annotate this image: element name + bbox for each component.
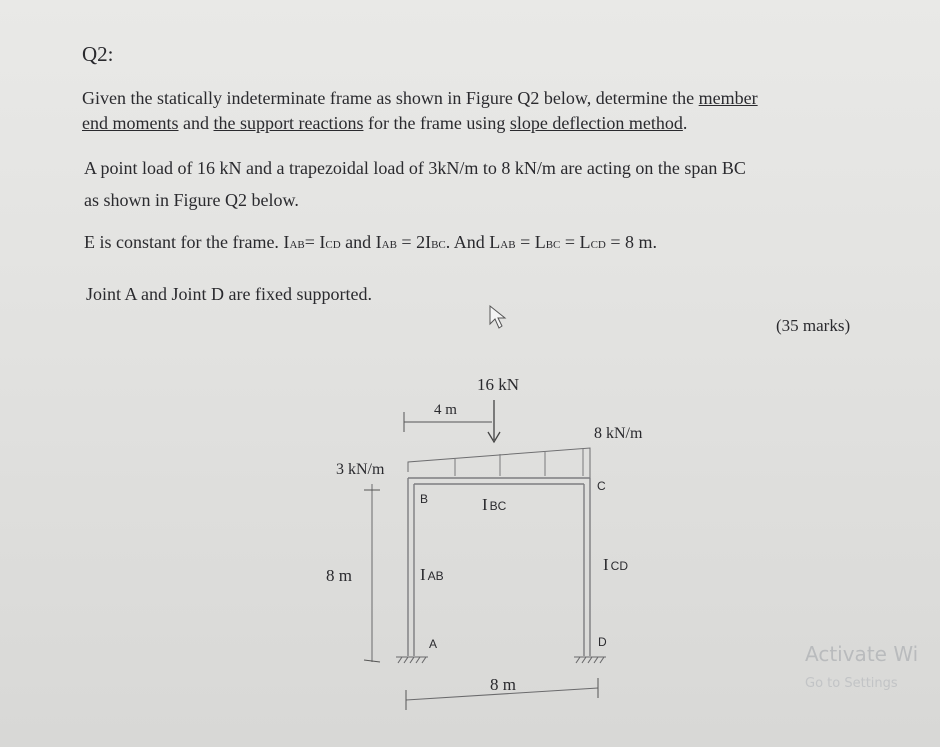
subscript: AB <box>289 239 305 251</box>
distance-label: 4 m <box>434 402 457 418</box>
load-right-label: 8 kN/m <box>594 425 643 442</box>
paragraph-2-line-1: A point load of 16 kN and a trapezoidal load of 3kN/m to 8 kN/m are acting on the span BC <box>84 158 746 178</box>
paragraph-4: Joint A and Joint D are fixed supported. <box>86 284 372 304</box>
text-span: E is constant for the frame. I <box>84 232 290 252</box>
text-span: = I <box>304 232 326 252</box>
text-span: = 2I <box>396 232 432 252</box>
marks-label: (35 marks) <box>776 316 851 335</box>
member-bc <box>408 478 590 484</box>
span-label: 8 m <box>490 675 516 694</box>
text-span: and I <box>340 232 382 252</box>
subscript: CD <box>590 239 606 251</box>
question-number: Q2: <box>82 42 114 66</box>
subscript: BC <box>431 239 446 251</box>
member-ab <box>408 478 414 656</box>
text-span: and <box>178 113 214 133</box>
subscript: AB <box>500 239 516 251</box>
paragraph-2-line-2: as shown in Figure Q2 below. <box>84 190 299 210</box>
fixed-support-d <box>574 657 606 663</box>
load-left-label: 3 kN/m <box>336 461 385 478</box>
underlined-text: member <box>698 88 758 108</box>
joint-d-label: D <box>598 635 607 649</box>
activate-windows-watermark: Activate Wi <box>805 642 919 666</box>
inertia-cd-label: I CD <box>603 555 629 574</box>
subscript: BC <box>545 239 561 251</box>
underlined-text: slope deflection method <box>509 113 683 133</box>
joint-c-label: C <box>597 479 606 493</box>
inertia-ab-label: I AB <box>420 565 444 584</box>
text-span: . And L <box>445 232 501 252</box>
joint-b-label: B <box>420 492 429 506</box>
text-span: = 8 m. <box>605 232 657 252</box>
underlined-text: end moments <box>82 113 179 133</box>
member-cd <box>584 478 590 656</box>
text-span: . <box>682 113 688 133</box>
fixed-support-a <box>396 657 428 663</box>
subscript: AB <box>381 239 397 251</box>
joint-a-label: A <box>429 637 438 651</box>
inertia-bc-label: I BC <box>482 495 507 514</box>
text-span: for the frame using <box>363 113 510 133</box>
subscript: CD <box>325 239 341 251</box>
trapezoidal-load-outline <box>408 448 590 478</box>
point-load-label: 16 kN <box>477 375 520 394</box>
settings-watermark: Go to Settings <box>805 676 898 691</box>
height-label: 8 m <box>326 566 352 585</box>
text-span: = L <box>560 232 591 252</box>
text-span: = L <box>515 232 546 252</box>
underlined-text: the support reactions <box>213 113 364 133</box>
text-span: Given the statically indeterminate frame as shown in Figure Q2 below, determine the <box>82 88 699 108</box>
